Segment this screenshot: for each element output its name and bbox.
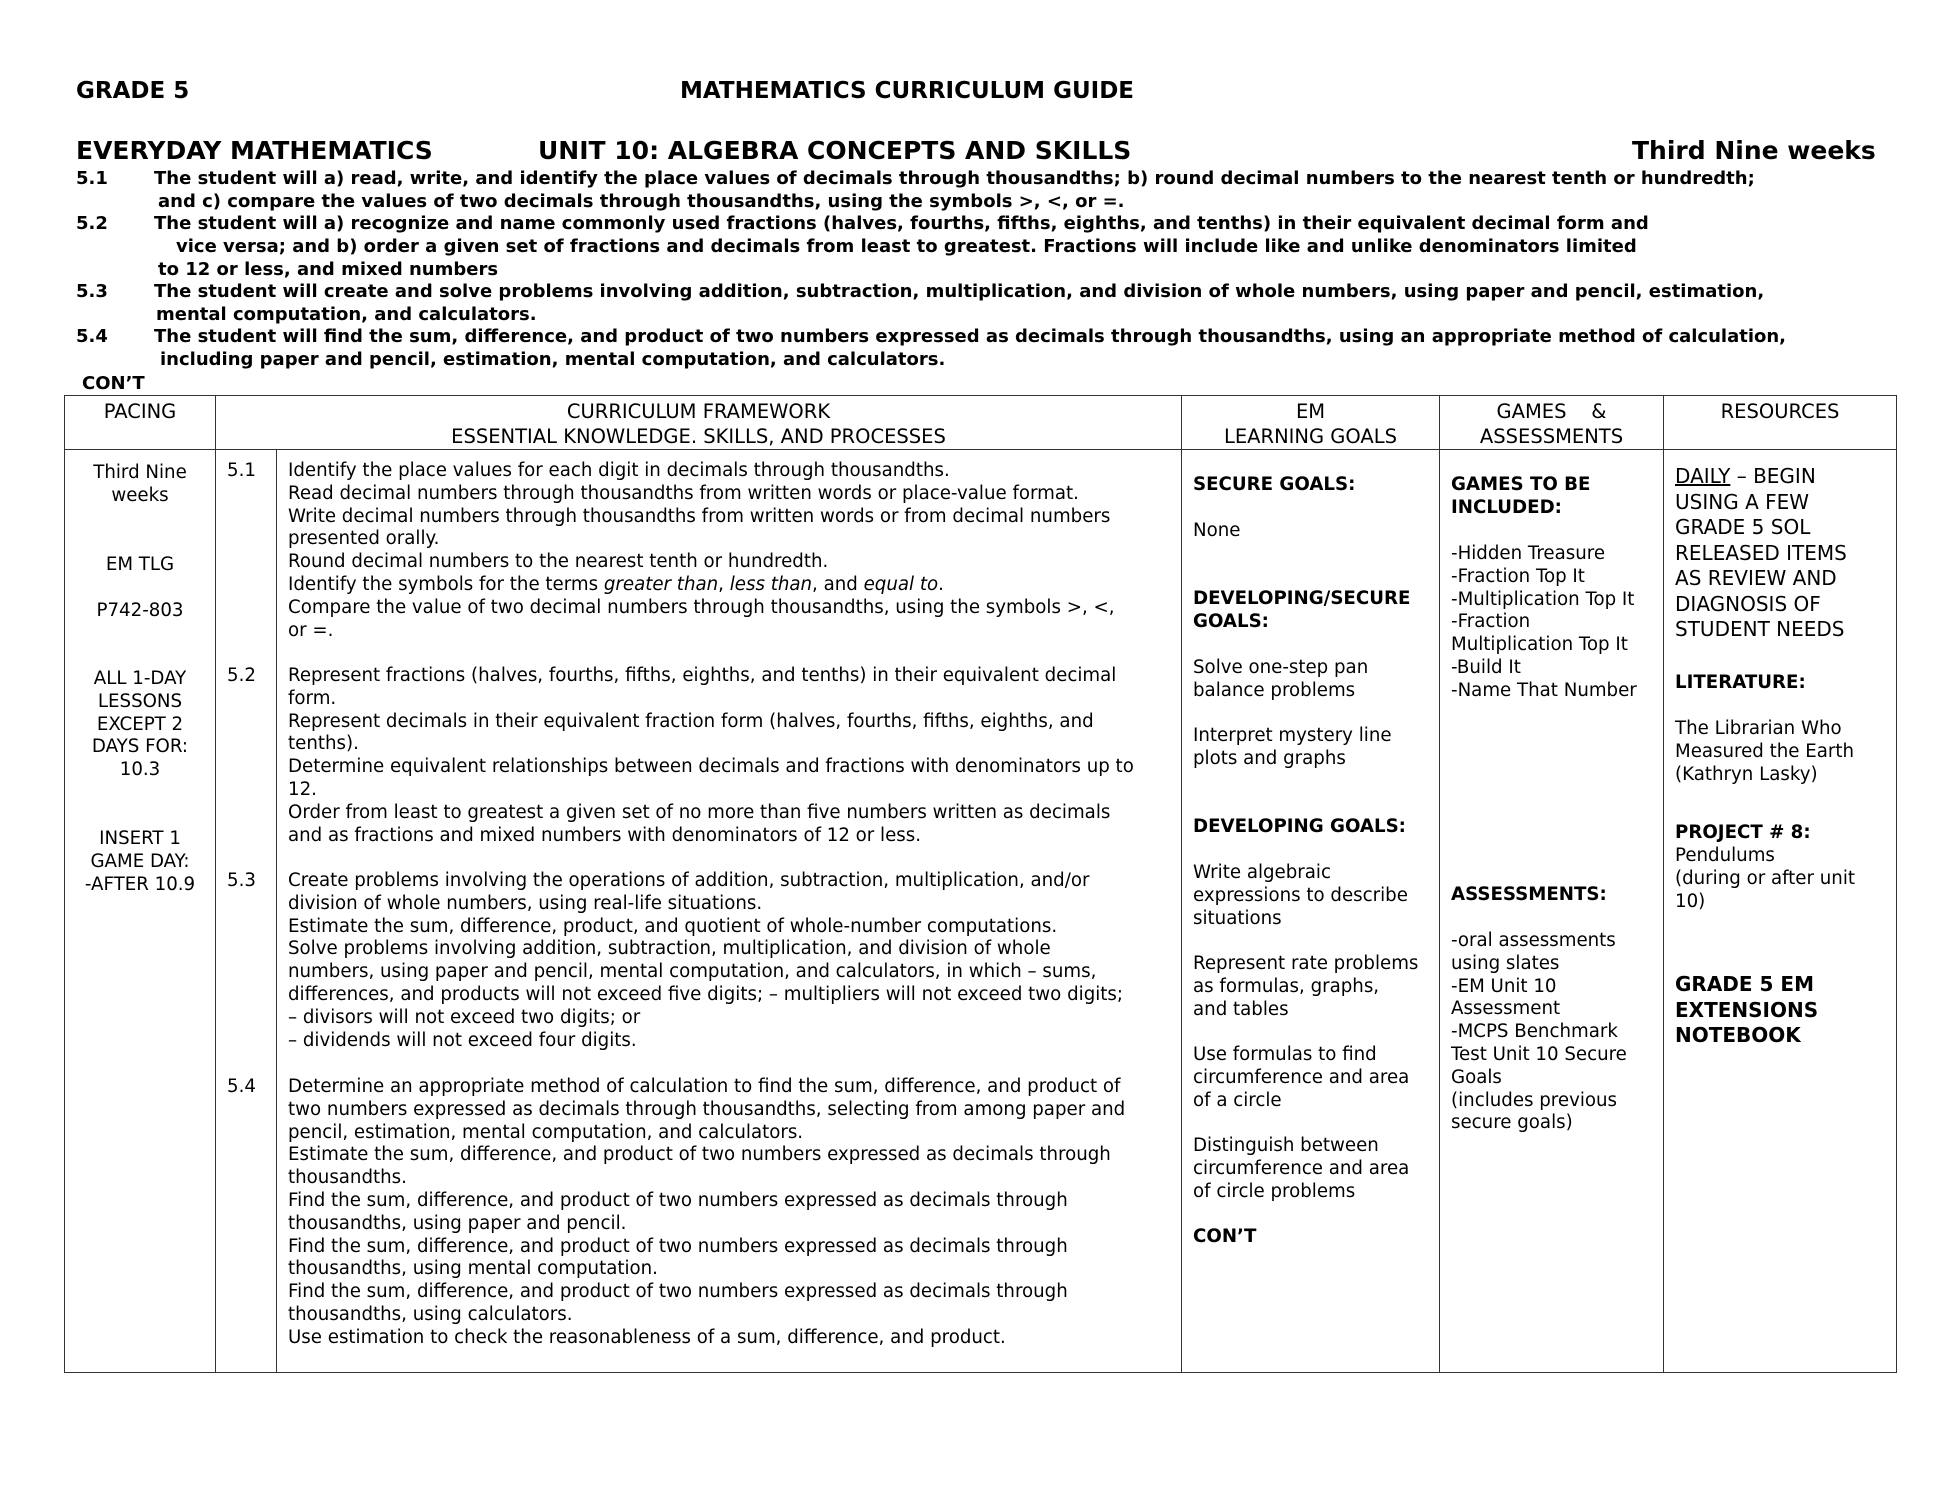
resources-cell xyxy=(1664,450,1897,1373)
pacing-pages: P742-803 xyxy=(96,600,184,621)
sol-line: to 12 or less, and mixed numbers xyxy=(158,259,499,280)
project-list: Pendulums (during or after unit 10) xyxy=(1675,845,1855,912)
header-em-goals: EM LEARNING GOALS xyxy=(1182,396,1440,450)
continued-label: CON’T xyxy=(82,373,145,394)
list-item: using slates xyxy=(1451,952,1560,974)
em-goals-continued: CON’T xyxy=(1193,1226,1257,1247)
project-heading: PROJECT # 8: xyxy=(1675,822,1811,843)
list-item: (includes previous xyxy=(1451,1089,1618,1111)
literature-list: The Librarian Who Measured the Earth (Kathryn Lasky) xyxy=(1675,718,1855,785)
games-list xyxy=(1451,543,1663,703)
dev-secure-item: Interpret mystery line plots and graphs xyxy=(1193,725,1392,769)
list-item: Assessment xyxy=(1451,998,1561,1020)
sol-line: including paper and pencil, estimation, mental computation, and calculators. xyxy=(160,349,946,370)
sol-number: 5.3 xyxy=(76,281,108,302)
developing-item: Distinguish between circumference and area of circle problems xyxy=(1193,1135,1410,1202)
daily-resources: DAILY – BEGIN USING A FEW GRADE 5 SOL RELEASED ITEMS AS REVIEW AND DIAGNOSIS OF STUDENT NEEDS xyxy=(1675,464,1847,641)
games-heading: GAMES TO BE INCLUDED: xyxy=(1451,474,1591,518)
list-item: -Build It xyxy=(1451,656,1521,678)
sol-line: and c) compare the values of two decimals through thousandths, using the symbols >, <, or =. xyxy=(158,191,1125,212)
table-body-row xyxy=(65,450,1897,1373)
list-item: -Fraction xyxy=(1451,611,1531,633)
header-framework: CURRICULUM FRAMEWORK ESSENTIAL KNOWLEDGE. SKILLS, AND PROCESSES xyxy=(216,396,1182,450)
developing-heading: DEVELOPING GOALS: xyxy=(1193,816,1406,837)
sol-line: The student will find the sum, difference, and product of two numbers expressed as decimals through thousandths, using an appropriate method of calculation, xyxy=(154,326,1787,347)
sol-line: vice versa; and b) order a given set of fractions and decimals from least to greatest. Fractions will include like and unlike denominators limited xyxy=(176,236,1637,257)
header-games: GAMES & ASSESSMENTS xyxy=(1440,396,1664,450)
literature-heading: LITERATURE: xyxy=(1675,672,1806,693)
program-heading: EVERYDAY MATHEMATICS xyxy=(76,136,433,165)
list-item: -EM Unit 10 xyxy=(1451,975,1557,997)
framework-5-3: Create problems involving the operations of addition, subtraction, multiplication, and/or division of whole numbers, using real-life situations. Estimate the sum, difference, product, and quotient of whole-number computations. Solve problems involving addition, subtraction, multiplication, and division of whole numbers, using paper and pencil, mental computation, and calculators, in which – sums, differences, and products will not exceed five digits; – multipliers will not exceed two digits; – divisors will not exceed two digits; or – dividends will not exceed four digits. xyxy=(288,870,1124,1051)
developing-item: Represent rate problems as formulas, graphs, and tables xyxy=(1193,953,1419,1020)
list-item: -Fraction Top It xyxy=(1451,565,1585,587)
list-item: -Hidden Treasure xyxy=(1451,543,1606,564)
list-item: -MCPS Benchmark xyxy=(1451,1021,1618,1043)
header-pacing: PACING xyxy=(65,396,216,450)
sol-number-5-3: 5.3 xyxy=(227,870,256,891)
list-item: -oral assessments xyxy=(1451,930,1616,951)
grade-heading: GRADE 5 xyxy=(76,78,190,104)
pacing-insert: INSERT 1 GAME DAY: -AFTER 10.9 xyxy=(84,828,196,895)
unit-heading: UNIT 10: ALGEBRA CONCEPTS AND SKILLS xyxy=(538,136,1132,165)
sol-number: 5.4 xyxy=(76,326,108,347)
term-heading: Third Nine weeks xyxy=(1632,136,1876,165)
list-item: -Name That Number xyxy=(1451,679,1637,701)
list-item: -Multiplication Top It xyxy=(1451,588,1635,610)
list-item: secure goals) xyxy=(1451,1112,1573,1134)
dev-secure-item: Solve one-step pan balance problems xyxy=(1193,657,1369,701)
dev-secure-heading: DEVELOPING/SECURE GOALS: xyxy=(1193,588,1411,632)
sol-number-cell xyxy=(216,450,277,1373)
pacing-tlg: EM TLG xyxy=(105,554,175,575)
secure-goals-item: None xyxy=(1193,520,1241,541)
em-goals-cell xyxy=(1182,450,1440,1373)
sol-line: mental computation, and calculators. xyxy=(156,304,537,325)
symbols-line: Identify the symbols for the terms greater than, less than, and equal to. xyxy=(288,573,944,595)
guide-title: MATHEMATICS CURRICULUM GUIDE xyxy=(680,78,1134,104)
daily-label: DAILY xyxy=(1675,464,1731,488)
table-header-row xyxy=(65,396,1897,450)
developing-item: Write algebraic expressions to describe situations xyxy=(1193,862,1408,929)
sol-line: The student will a) recognize and name commonly used fractions (halves, fourths, fifths, eighths, and tenths) in their equivalent decimal form and xyxy=(154,213,1649,234)
header-resources: RESOURCES xyxy=(1664,396,1897,450)
sol-number: 5.2 xyxy=(76,213,108,234)
framework-5-2: Represent fractions (halves, fourths, fifths, eighths, and tenths) in their equivalent decimal form. Represent decimals in their equivalent fraction form (halves, fourths, fifths, eighths, and tenths). Determine equivalent relationships between decimals and fractions with denominators up to 12. Order from least to greatest a given set of no more than five numbers written as decimals and as fractions and mixed numbers with denominators of 12 or less. xyxy=(288,665,1134,846)
pacing-lessons: ALL 1-DAY LESSONS EXCEPT 2 DAYS FOR: 10.3 xyxy=(91,668,189,781)
sol-line: The student will create and solve problems involving addition, subtraction, multiplication, and division of whole numbers, using paper and pencil, estimation, xyxy=(154,281,1765,302)
sol-number-5-1: 5.1 xyxy=(227,460,256,481)
sol-number: 5.1 xyxy=(76,168,108,189)
pacing-cell xyxy=(65,450,216,1373)
sol-number-5-4: 5.4 xyxy=(227,1076,256,1097)
framework-5-4: Determine an appropriate method of calculation to find the sum, difference, and product of two numbers expressed as decimals through thousandths, selecting from among paper and pencil, estimation, mental computation, and calculators. Estimate the sum, difference, and product of two numbers expressed as decimals through thousandths. Find the sum, difference, and product of two numbers expressed as decimals through thousandths, using paper and pencil. Find the sum, difference, and product of two numbers expressed as decimals through thousandths, using mental computation. Find the sum, difference, and product of two numbers expressed as decimals through thousandths, using calculators. Use estimation to check the reasonableness of a sum, difference, and product. xyxy=(288,1076,1126,1348)
sol-number-5-2: 5.2 xyxy=(227,665,256,686)
assessments-heading: ASSESSMENTS: xyxy=(1451,884,1607,905)
extensions-notebook: GRADE 5 EM EXTENSIONS NOTEBOOK xyxy=(1675,972,1819,1047)
secure-goals-heading: SECURE GOALS: xyxy=(1193,474,1356,495)
pacing-term: Third Nine weeks xyxy=(93,462,187,506)
sol-line: The student will a) read, write, and identify the place values of decimals through thousandths; b) round decimal numbers to the nearest tenth or hundredth; xyxy=(154,168,1755,189)
assessments-list xyxy=(1451,930,1663,1135)
developing-item: Use formulas to find circumference and area of a circle xyxy=(1193,1044,1410,1111)
framework-cell xyxy=(277,450,1182,1373)
list-item: Goals xyxy=(1451,1066,1502,1088)
framework-5-1: Identify the place values for each digit in decimals through thousandths. Read decimal numbers through thousandths from written words or place-value format. Write decimal numbers through thousandths from written words or from decimal numbers presented orally. Round decimal numbers to the nearest tenth or hundredth. Identify the symbols for the terms greater than, less than, and equal to. Compare the value of two decimal numbers through thousandths, using the symbols >, <, or =. xyxy=(288,460,1181,642)
list-item: Multiplication Top It xyxy=(1451,634,1628,656)
games-cell xyxy=(1440,450,1664,1373)
list-item: Test Unit 10 Secure xyxy=(1451,1043,1627,1065)
curriculum-table xyxy=(64,395,1897,1373)
